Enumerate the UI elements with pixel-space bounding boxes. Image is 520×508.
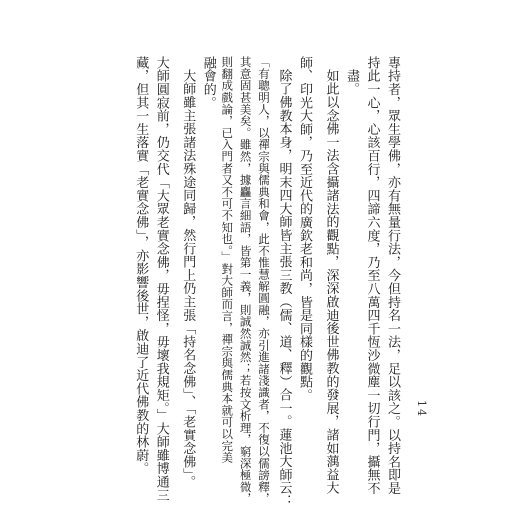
- text-column: 藏，但其一生落實「老實念佛」，亦影響後世，啟迪了近代佛教的林蔚。: [133, 56, 149, 476]
- page-number: 14: [415, 400, 428, 418]
- quote-column: 則翻成戲論，已入門者又不可不知也。」對大師而言，禪宗與儒典本就可以完美: [220, 56, 235, 464]
- text-column: 如此以念佛一法含攝諸法的觀點，深深啟迪後世佛教的發展，諸如蕅益大: [323, 69, 339, 495]
- text-column: 除了佛教本身，明末四大師皆主張三教（儒、道、釋）合一。蓮池大師云：: [276, 69, 292, 508]
- text-column: 大師圓寂前，仍交代「大眾老實念佛，毋捏怪，毋壞我規矩。」大師雖博通三: [153, 56, 169, 502]
- text-column: 大師雖主張諸法殊途同歸，然行門上仍主張「持名念佛」、「老實念佛」。: [180, 69, 196, 489]
- quote-column: 「有聰明人，以禪宗與儒典和會，此不惟慧解圓融，亦引進諸淺識者，不復以儒謗釋，: [257, 56, 271, 505]
- body-text: [130, 56, 402, 508]
- text-column: 盡。: [344, 69, 359, 96]
- text-column: 融會的。: [200, 56, 216, 110]
- text-column: 專持者，眾生學佛，亦有無量行法，今但持名一法，足以該之。以持名即是: [385, 56, 400, 495]
- quote-column: 其意固甚美矣。雖然，據麤言細語，皆第一義，則誠然誠然；若按文析理，窮深極微，: [238, 56, 253, 505]
- text-column: 持此一心，心該百行，四諦六度，乃至八萬四千恆沙微塵一切行門，攝無不: [364, 56, 380, 495]
- text-column: 師、印光大師，乃至近代的廣欽老和尚，皆是同樣的觀點。: [297, 56, 312, 402]
